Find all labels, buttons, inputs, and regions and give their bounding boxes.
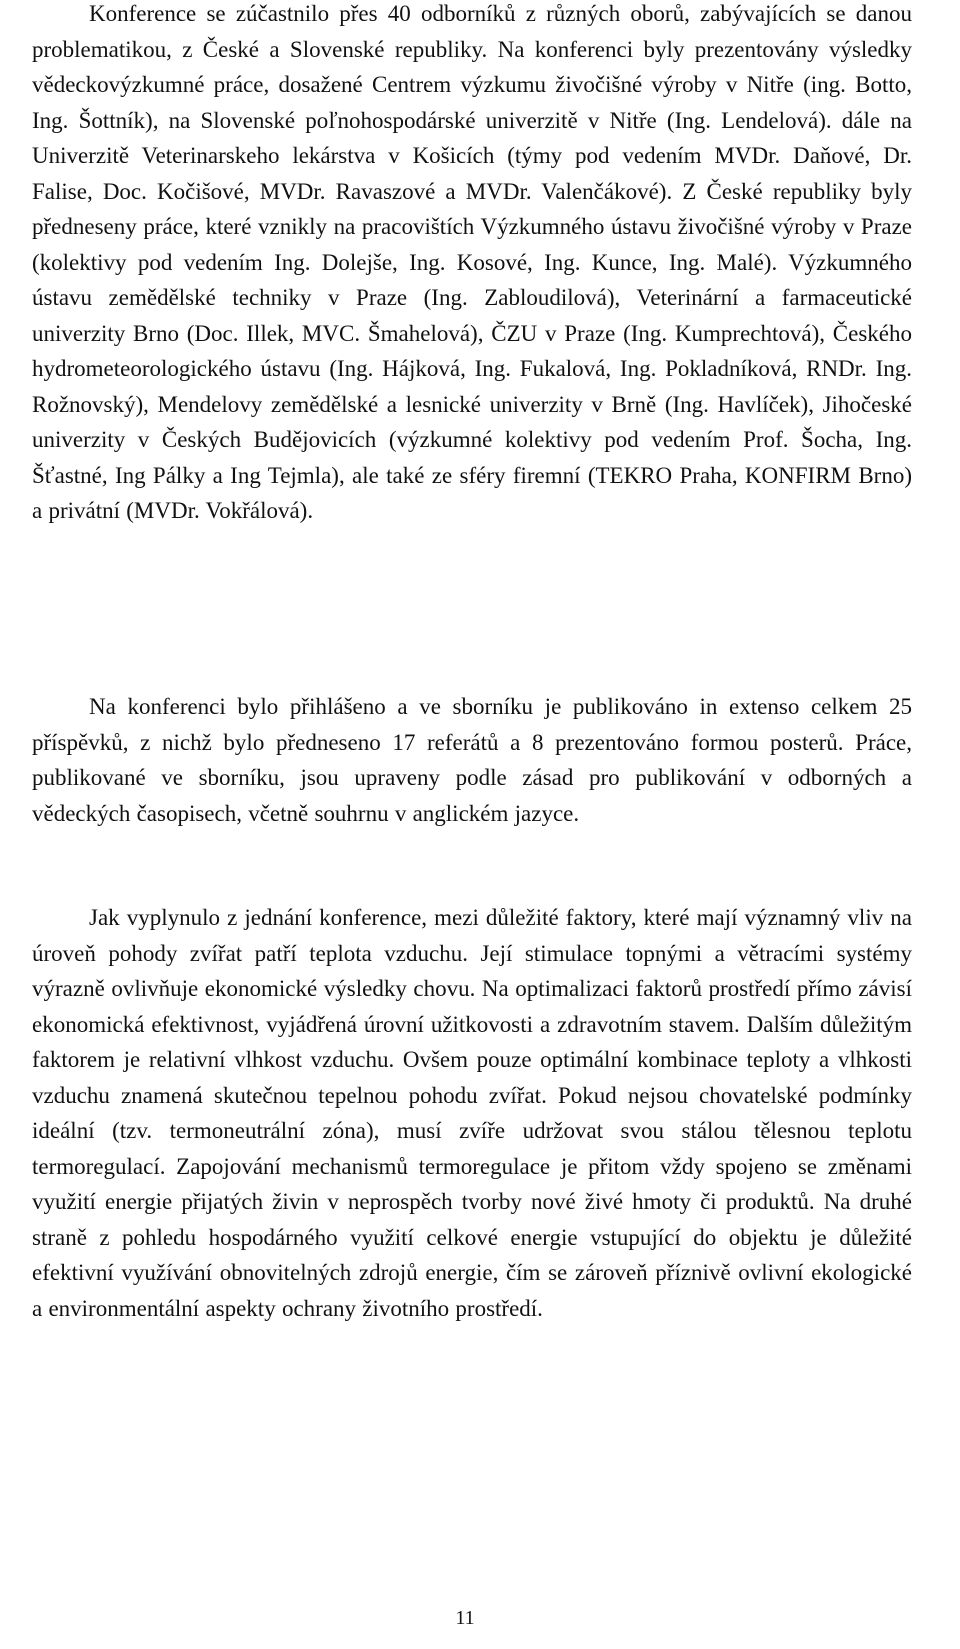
page-number: 11 — [455, 1607, 475, 1629]
paragraph-conference-findings: Jak vyplynulo z jednání konference, mezi důležité faktory, které mají významný vliv na úroveň pohody zvířat patří teplota vzduchu. Její stimulace topnými a větracími systémy výrazně ovlivňuje ekonomické výsledky chovu. Na optimalizaci faktorů prostředí přímo závisí ekonomická efektivnost, vyjádřená úrovní užitkovosti a zdravotním stavem. Dalším důležitým faktorem je relativní vlhkost vzduchu. Ovšem pouze optimální kombinace teploty a vlhkosti vzduchu znamená skutečnou tepelnou pohodu zvířat. Pokud nejsou chovatelské podmínky ideální (tzv. termoneutrální zóna), musí zvíře udržovat svou stálou tělesnou teplotu termoregulací. Zapojování mechanismů termoregulace je přitom vždy spojeno se změnami využití energie přijatých živin v neprospěch tvorby nové živé hmoty či produktů. Na druhé straně z pohledu hospodárného využití celkové energie vstupující do objektu je důležité efektivní využívání obnovitelných zdrojů energie, čím se zároveň příznivě ovlivní ekologické a environmentální aspekty ochrany životního prostředí. — [32, 905, 912, 1321]
paragraph-proceedings-summary: Na konferenci bylo přihlášeno a ve sborníku je publikováno in extenso celkem 25 příspěvků, z nichž bylo předneseno 17 referátů a 8 prezentováno formou posterů. Práce, publikované ve sborníku, jsou upraveny podle zásad pro publikování v odborných a vědeckých časopisech, včetně souhrnu v anglickém jazyce. — [32, 694, 912, 826]
paragraph-conference-participants: Konference se zúčastnilo přes 40 odborníků z různých oborů, zabývajících se danou problematikou, z České a Slovenské republiky. Na konferenci byly prezentovány výsledky vědeckovýzkumné práce, dosažené Centrem výzkumu živočišné výroby v Nitře (ing. Botto, Ing. Šottník), na Slovenské poľnohospodárské univerzitě v Nitře (Ing. Lendelová). dále na Univerzitě Veterinarskeho lekárstva v Košicích (týmy pod vedením MVDr. Daňové, Dr. Falise, Doc. Kočišové, MVDr. Ravaszové a MVDr. Valenčákové). Z České republiky byly předneseny práce, které vznikly na pracovištích Výzkumného ústavu živočišné výroby v Praze (kolektivy pod vedením Ing. Dolejše, Ing. Kosové, Ing. Kunce, Ing. Malé). Výzkumného ústavu zemědělské techniky v Praze (Ing. Zabloudilová), Veterinární a farmaceutické univerzity Brno (Doc. Illek, MVC. Šmahelová), ČZU v Praze (Ing. Kumprechtová), Českého hydrometeorologického ústavu (Ing. Hájková, Ing. Fukalová, Ing. Pokladníková, RNDr. Ing. Rožnovský), Mendelovy zemědělské a lesnické univerzity v Brně (Ing. Havlíček), Jihočeské univerzity v Českých Budějovicích (výzkumné kolektivy pod vedením Prof. Šocha, Ing. Šťastné, Ing Pálky a Ing Tejmla), ale také ze sféry firemní (TEKRO Praha, KONFIRM Brno) a privátní (MVDr. Vokřálová). — [32, 1, 912, 523]
